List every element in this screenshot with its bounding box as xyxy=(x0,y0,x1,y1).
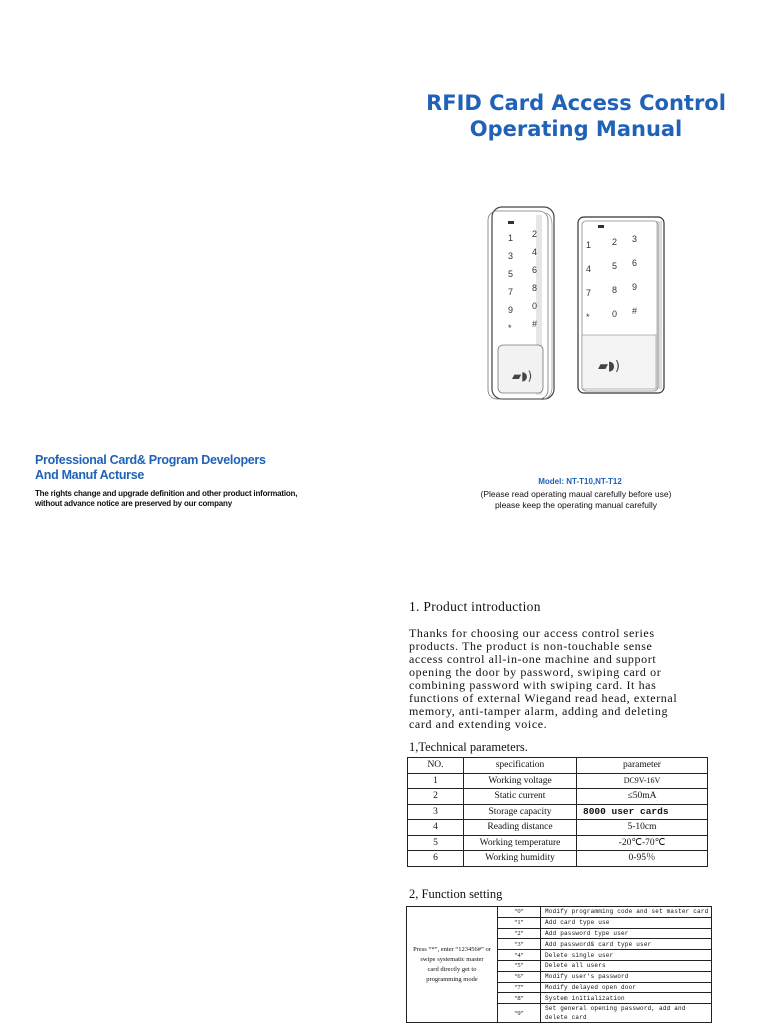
keypad-key: 9 xyxy=(508,305,514,315)
card-icon: ▰◗) xyxy=(598,359,620,374)
keypad-key: 8 xyxy=(612,285,618,295)
table-header-row xyxy=(408,758,708,774)
brand-line-1: Professional Card& Program Developers xyxy=(35,453,266,467)
function-key: “4” xyxy=(498,950,541,961)
keypad-key: 5 xyxy=(612,261,618,271)
table-row xyxy=(408,789,708,805)
table-row xyxy=(408,851,708,867)
keypad-key: * xyxy=(508,323,512,333)
keypad-key: 2 xyxy=(532,229,538,239)
cell-no: 3 xyxy=(408,804,464,820)
function-description: Modify user's password xyxy=(541,971,712,982)
cell-spec: Storage capacity xyxy=(464,804,577,820)
cell-spec: Working voltage xyxy=(464,773,577,789)
keypad-key: # xyxy=(632,306,638,316)
cell-no: 2 xyxy=(408,789,464,805)
note-line-1: (Please read operating maual carefully before use) xyxy=(480,489,672,499)
keypad-key: 1 xyxy=(508,233,514,243)
intro-paragraph xyxy=(409,627,709,731)
intro-line: opening the door by password, swiping card or xyxy=(409,665,662,679)
cell-spec: Reading distance xyxy=(464,820,577,836)
function-description: Modify programming code and set master card xyxy=(541,907,712,918)
header-spec: specification xyxy=(464,758,577,774)
keypad-key: 9 xyxy=(632,282,638,292)
keypad-key: 7 xyxy=(586,288,592,298)
cell-spec: Working humidity xyxy=(464,851,577,867)
cell-param: DC9V-16V xyxy=(577,773,708,789)
table-row xyxy=(408,773,708,789)
intro-line: combining password with swiping card. It has xyxy=(409,678,657,692)
function-table xyxy=(406,906,712,1023)
disclaimer-line-2: without advance notice are preserved by our company xyxy=(35,499,232,508)
tech-heading: 1,Technical parameters. xyxy=(409,740,528,754)
keypad-key: 3 xyxy=(508,251,514,261)
intro-line: memory, anti-tamper alarm, adding and deleting xyxy=(409,704,669,718)
cell-no: 1 xyxy=(408,773,464,789)
keypad-key: 2 xyxy=(612,237,618,247)
device-illustration xyxy=(480,195,680,410)
cell-param: 5-10cm xyxy=(577,820,708,836)
keypad-key: 3 xyxy=(632,234,638,244)
table-row xyxy=(408,820,708,836)
table-row xyxy=(408,835,708,851)
cell-param: 0-95％ xyxy=(577,851,708,867)
device-nt-t10 xyxy=(488,207,554,399)
function-description: Delete single user xyxy=(541,950,712,961)
label-line: Press “*”, enter “123456#” or xyxy=(413,945,491,953)
cell-no: 6 xyxy=(408,851,464,867)
note-line-2: please keep the operating manual carefully xyxy=(494,500,658,510)
function-key: “8” xyxy=(498,993,541,1004)
card-icon: ▰◗) xyxy=(512,369,533,383)
cell-no: 5 xyxy=(408,835,464,851)
label-line: programming mode xyxy=(426,975,478,983)
header-param: parameter xyxy=(577,758,708,774)
function-description: Modify delayed open door xyxy=(541,982,712,993)
function-description: System initialization xyxy=(541,993,712,1004)
function-description: Add card type use xyxy=(541,917,712,928)
brand-line-2: And Manuf Acturse xyxy=(35,468,145,482)
keypad-key: 1 xyxy=(586,240,592,250)
function-key: “2” xyxy=(498,928,541,939)
cell-spec: Working temperature xyxy=(464,835,577,851)
keypad-key: 0 xyxy=(612,309,618,319)
function-description: Add password& card type user xyxy=(541,939,712,950)
function-key: “6” xyxy=(498,971,541,982)
function-description: Add password type user xyxy=(541,928,712,939)
cell-spec: Static current xyxy=(464,789,577,805)
intro-line: functions of external Wiegand read head, external xyxy=(409,691,678,705)
cell-param: 8000 user cards xyxy=(577,804,708,820)
keypad-key: 4 xyxy=(586,264,592,274)
table-row xyxy=(407,907,712,918)
function-key: “0” xyxy=(498,907,541,918)
table-row xyxy=(408,804,708,820)
function-key: “3” xyxy=(498,939,541,950)
keypad-key: # xyxy=(532,319,538,329)
function-key: “5” xyxy=(498,960,541,971)
title-line-1: RFID Card Access Control xyxy=(426,91,726,115)
cell-no: 4 xyxy=(408,820,464,836)
function-key: “7” xyxy=(498,982,541,993)
keypad-key: 8 xyxy=(532,283,538,293)
cell-param: ≤50mA xyxy=(577,789,708,805)
intro-line: card and extending voice. xyxy=(409,717,548,731)
title-line-2: Operating Manual xyxy=(469,117,683,141)
keypad-key: 6 xyxy=(532,265,538,275)
func-heading: 2, Function setting xyxy=(409,887,503,901)
tech-table xyxy=(407,757,708,867)
device-nt-t12 xyxy=(578,217,664,393)
intro-line: products. The product is non-touchable sense xyxy=(409,639,653,653)
function-key: “1” xyxy=(498,917,541,928)
section-heading: 1. Product introduction xyxy=(409,599,541,614)
function-description: Delete all users xyxy=(541,960,712,971)
disclaimer-line-1: The rights change and upgrade definition and other product information, xyxy=(35,489,298,498)
label-line: swipe systematic master xyxy=(420,955,484,963)
programming-mode-label xyxy=(407,907,498,1023)
keypad-key: 7 xyxy=(508,287,514,297)
header-no: NO. xyxy=(408,758,464,774)
label-line: card directly get to xyxy=(427,965,477,973)
keypad-key: 0 xyxy=(532,301,538,311)
cell-param: -20℃-70℃ xyxy=(577,835,708,851)
function-key: “9” xyxy=(498,1004,541,1023)
keypad-key: 5 xyxy=(508,269,514,279)
function-description: Set general opening password, add and delete card xyxy=(541,1004,712,1023)
keypad-key: 6 xyxy=(632,258,638,268)
keypad-key: 4 xyxy=(532,247,538,257)
intro-line: access control all-in-one machine and support xyxy=(409,652,657,666)
model-label: Model: NT-T10,NT-T12 xyxy=(538,477,622,486)
keypad-key: * xyxy=(586,312,590,322)
intro-line: Thanks for choosing our access control series xyxy=(409,626,655,640)
